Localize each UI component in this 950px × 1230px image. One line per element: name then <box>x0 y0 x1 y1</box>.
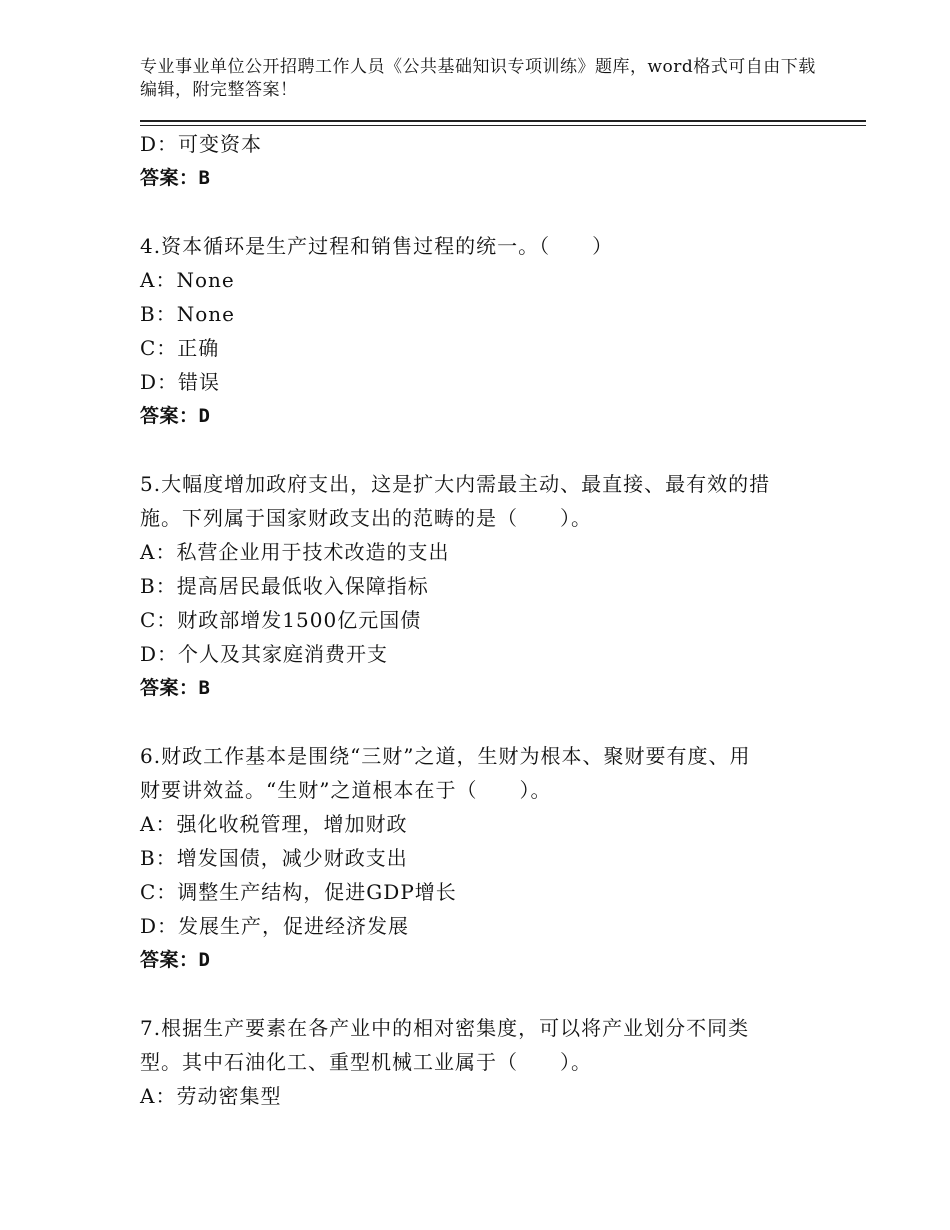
question-stem-line-1: 5.大幅度增加政府支出，这是扩大内需最主动、最直接、最有效的措 <box>140 472 771 496</box>
option-c: C：正确 <box>140 336 220 360</box>
question-4 <box>140 229 820 433</box>
option-d: D：发展生产，促进经济发展 <box>140 914 410 938</box>
option-a: A：劳动密集型 <box>140 1084 282 1108</box>
question-5 <box>140 467 820 705</box>
option-d: D：个人及其家庭消费开支 <box>140 642 389 666</box>
option-d: D：可变资本 <box>140 132 263 156</box>
option-a: A：None <box>140 268 235 292</box>
answer: 答案：D <box>140 949 211 971</box>
option-a: A：强化收税管理，增加财政 <box>140 812 408 836</box>
question-6 <box>140 739 820 977</box>
question-3 <box>140 127 820 195</box>
spacer <box>140 195 820 229</box>
question-stem-line-2: 型。其中石油化工、重型机械工业属于（ ）。 <box>140 1050 592 1074</box>
question-list <box>140 127 820 1113</box>
option-c: C：财政部增发1500亿元国债 <box>140 608 422 632</box>
question-7 <box>140 1011 820 1113</box>
question-stem-line-2: 施。下列属于国家财政支出的范畴的是（ ）。 <box>140 506 592 530</box>
option-c: C：调整生产结构，促进GDP增长 <box>140 880 457 904</box>
spacer <box>140 433 820 467</box>
option-a: A：私营企业用于技术改造的支出 <box>140 540 450 564</box>
answer: 答案：D <box>140 405 211 427</box>
answer: 答案：B <box>140 677 211 699</box>
page-header: 专业事业单位公开招聘工作人员《公共基础知识专项训练》题库，word格式可自由下载编辑，附完整答案！ <box>140 57 816 100</box>
question-stem-line-1: 6.财政工作基本是围绕“三财”之道，生财为根本、聚财要有度、用 <box>140 744 751 768</box>
option-b: B：None <box>140 302 235 326</box>
spacer <box>140 705 820 739</box>
option-d: D：错误 <box>140 370 221 394</box>
header-divider-thin <box>140 125 866 126</box>
question-stem-line-2: 财要讲效益。“生财”之道根本在于（ ）。 <box>140 778 552 802</box>
option-b: B：增发国债，减少财政支出 <box>140 846 408 870</box>
answer: 答案：B <box>140 167 211 189</box>
question-stem-line-1: 7.根据生产要素在各产业中的相对密集度，可以将产业划分不同类 <box>140 1016 750 1040</box>
header-divider-thick <box>140 120 866 122</box>
question-stem: 4.资本循环是生产过程和销售过程的统一。（ ） <box>140 234 614 258</box>
spacer <box>140 977 820 1011</box>
option-b: B：提高居民最低收入保障指标 <box>140 574 429 598</box>
